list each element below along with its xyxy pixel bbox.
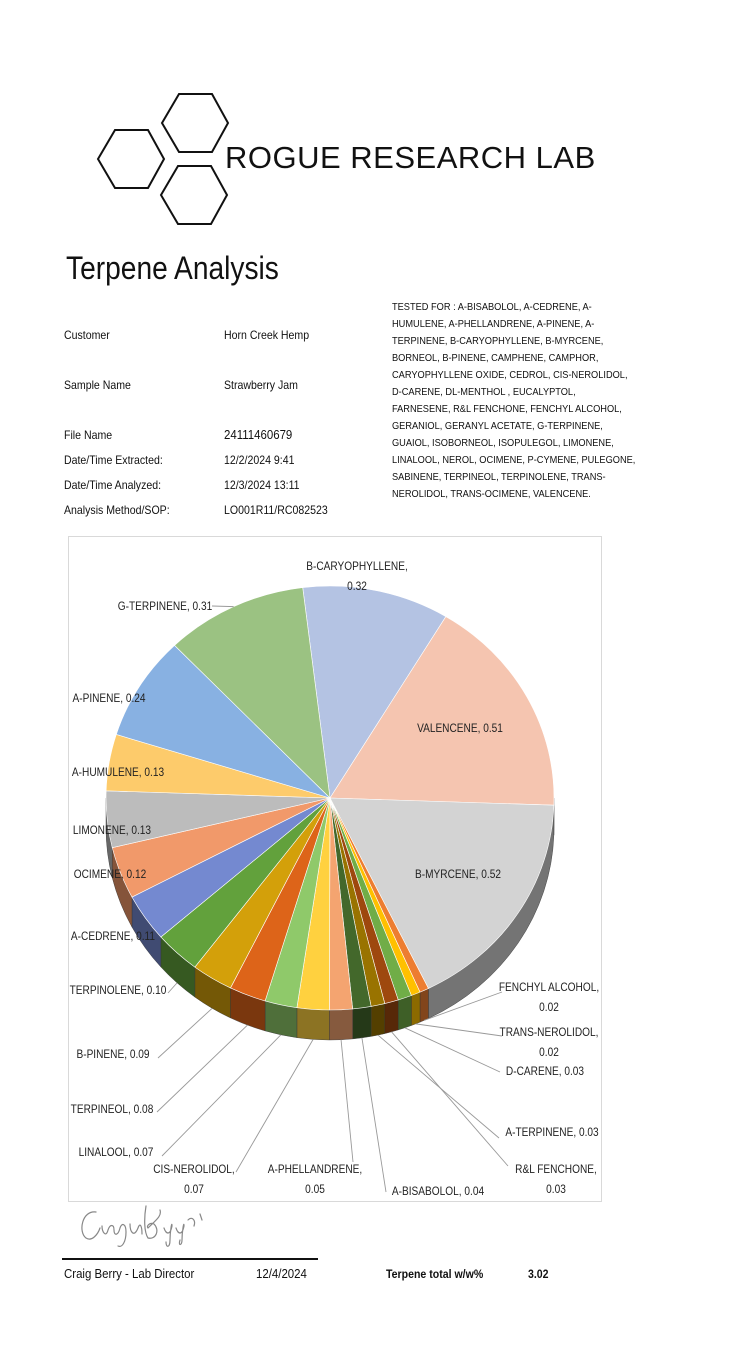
data-label-d-carene bbox=[506, 1065, 584, 1078]
pie-side-a-terpinene bbox=[371, 1004, 385, 1037]
extracted-label: Date/Time Extracted: bbox=[64, 453, 163, 467]
data-label-valencene bbox=[417, 722, 503, 735]
sample-name-value: Strawberry Jam bbox=[224, 378, 298, 392]
leader-line-terpineol bbox=[157, 1025, 248, 1112]
data-label-line: A-PINENE, 0.24 bbox=[72, 692, 146, 706]
report-date: 12/4/2024 bbox=[256, 1266, 307, 1281]
leader-line-r-l-fenchone bbox=[392, 1032, 508, 1166]
data-label-line: 0.07 bbox=[184, 1183, 204, 1197]
data-label-a-phellandrene bbox=[268, 1163, 362, 1196]
customer-label: Customer bbox=[64, 328, 110, 342]
pie-side-r-l-fenchone bbox=[385, 1000, 398, 1034]
sample-name-label: Sample Name bbox=[64, 378, 131, 392]
data-label-line: LIMONENE, 0.13 bbox=[72, 824, 152, 838]
data-label-line: A-BISABOLOL, 0.04 bbox=[391, 1185, 485, 1199]
leader-line-linalool bbox=[162, 1035, 281, 1156]
leader-line-b-pinene bbox=[158, 1008, 212, 1058]
leader-line-g-terpinene bbox=[212, 606, 234, 607]
extracted-value: 12/2/2024 9:41 bbox=[224, 453, 295, 467]
leader-line-a-terpinene bbox=[378, 1035, 499, 1138]
terpene-total-label: Terpene total w/w% bbox=[386, 1267, 484, 1281]
data-label-line: R&L FENCHONE, bbox=[515, 1163, 597, 1177]
data-label-line: A-TERPINENE, 0.03 bbox=[505, 1126, 599, 1140]
data-label-line: D-CARENE, 0.03 bbox=[505, 1065, 585, 1079]
data-label-line: 0.02 bbox=[539, 1046, 559, 1060]
leader-line-a-bisabolol bbox=[362, 1038, 386, 1192]
signer-name: Craig Berry - Lab Director bbox=[64, 1266, 195, 1281]
method-value: LO001R11/RC082523 bbox=[224, 503, 328, 517]
data-label-line: FENCHYL ALCOHOL, bbox=[498, 981, 600, 995]
data-label-line: A-PHELLANDRENE, bbox=[267, 1163, 363, 1177]
tested-for-list: TESTED FOR : A-BISABOLOL, A-CEDRENE, A-HUMULENE, A-PHELLANDRENE, A-PINENE, A-TERPINENE, B-CARYOPHYLLENE, B-MYRCENE, BORNEOL, B-PINENE, CAMPHENE, CAMPHOR, CARYOPHYLLENE OXIDE, CEDROL, CIS-NEROLIDOL, D-CARENE, DL-MENTHOL , EUCALYPTOL, FARNESENE, R&L FENCHONE, FENCHYL ALCOHOL, GERANIOL, GERANYL ACETATE, G-TERPINENE, GUAIOL, ISOBORNEOL, ISOPULEGOL, LIMONENE, LINALOOL, NEROL, OCIMENE, P-CYMENE, PULEGONE, SABINENE, TERPINEOL, TERPINOLENE, TRANS-NEROLIDOL, TRANS-OCIMENE, VALENCENE. bbox=[392, 301, 636, 500]
data-label-terpinolene bbox=[70, 984, 167, 997]
terpene-total-value: 3.02 bbox=[528, 1267, 549, 1281]
document-title: Terpene Analysis bbox=[66, 250, 279, 286]
data-label-r-l-fenchone bbox=[515, 1163, 597, 1196]
data-label-b-pinene bbox=[76, 1048, 149, 1061]
data-label-fenchyl-alcohol bbox=[499, 981, 599, 1014]
pie-side-a-phellandrene bbox=[329, 1009, 352, 1040]
data-label-line: VALENCENE, 0.51 bbox=[417, 722, 503, 736]
leader-line-trans-nerolidol bbox=[416, 1024, 502, 1036]
data-label-trans-nerolidol bbox=[500, 1026, 599, 1059]
data-label-line: A-CEDRENE, 0.11 bbox=[70, 930, 156, 944]
data-label-linalool bbox=[79, 1146, 154, 1159]
data-label-cis-nerolidol bbox=[153, 1163, 235, 1196]
pie-side-cis-nerolidol bbox=[297, 1008, 330, 1040]
signature-image bbox=[72, 1198, 232, 1250]
lab-name: ROGUE RESEARCH LAB bbox=[225, 140, 596, 175]
pie-side-d-carene bbox=[398, 996, 411, 1030]
data-label-b-myrcene bbox=[415, 868, 501, 881]
file-name-label: File Name bbox=[64, 428, 113, 442]
data-label-line: TERPINOLENE, 0.10 bbox=[69, 984, 167, 998]
data-label-terpineol bbox=[71, 1103, 154, 1116]
pie-side-fenchyl-alcohol bbox=[420, 988, 428, 1022]
data-label-ocimene bbox=[74, 868, 147, 881]
data-label-limonene bbox=[73, 824, 151, 837]
data-label-line: 0.05 bbox=[305, 1183, 325, 1197]
analyzed-value: 12/3/2024 13:11 bbox=[224, 478, 300, 492]
file-name-value: 24111460679 bbox=[224, 427, 293, 442]
signature-line bbox=[62, 1258, 318, 1260]
data-label-a-cedrene bbox=[71, 930, 155, 943]
data-label-line: B-MYRCENE, 0.52 bbox=[414, 868, 502, 882]
data-label-a-terpinene bbox=[505, 1126, 598, 1139]
data-label-line: 0.32 bbox=[347, 580, 367, 594]
data-label-line: B-PINENE, 0.09 bbox=[76, 1048, 150, 1062]
leader-line-cis-nerolidol bbox=[236, 1039, 313, 1172]
data-label-a-humulene bbox=[72, 766, 164, 779]
leader-line-terpinolene bbox=[168, 983, 177, 993]
data-label-line: OCIMENE, 0.12 bbox=[73, 868, 147, 882]
data-label-a-pinene bbox=[72, 692, 145, 705]
data-label-g-terpinene bbox=[118, 600, 212, 613]
analyzed-label: Date/Time Analyzed: bbox=[64, 478, 162, 492]
pie-side-trans-nerolidol bbox=[411, 992, 420, 1025]
leader-line-d-carene bbox=[405, 1028, 500, 1072]
data-label-line: 0.03 bbox=[546, 1183, 566, 1197]
method-label: Analysis Method/SOP: bbox=[64, 503, 170, 517]
data-label-a-bisabolol bbox=[392, 1185, 484, 1198]
leader-line-a-phellandrene bbox=[341, 1040, 353, 1162]
data-label-line: A-HUMULENE, 0.13 bbox=[71, 766, 165, 780]
data-label-line: CIS-NEROLIDOL, bbox=[153, 1163, 235, 1177]
pie-side-a-bisabolol bbox=[353, 1006, 371, 1039]
data-label-line: TERPINEOL, 0.08 bbox=[70, 1103, 154, 1117]
data-label-line: 0.02 bbox=[539, 1001, 559, 1015]
data-label-line: TRANS-NEROLIDOL, bbox=[499, 1026, 599, 1040]
data-label-line: B-CARYOPHYLLENE, bbox=[306, 560, 408, 574]
pie-slices bbox=[106, 586, 554, 1010]
data-label-line: G-TERPINENE, 0.31 bbox=[117, 600, 213, 614]
data-label-line: LINALOOL, 0.07 bbox=[78, 1146, 154, 1160]
customer-value: Horn Creek Hemp bbox=[224, 328, 310, 342]
